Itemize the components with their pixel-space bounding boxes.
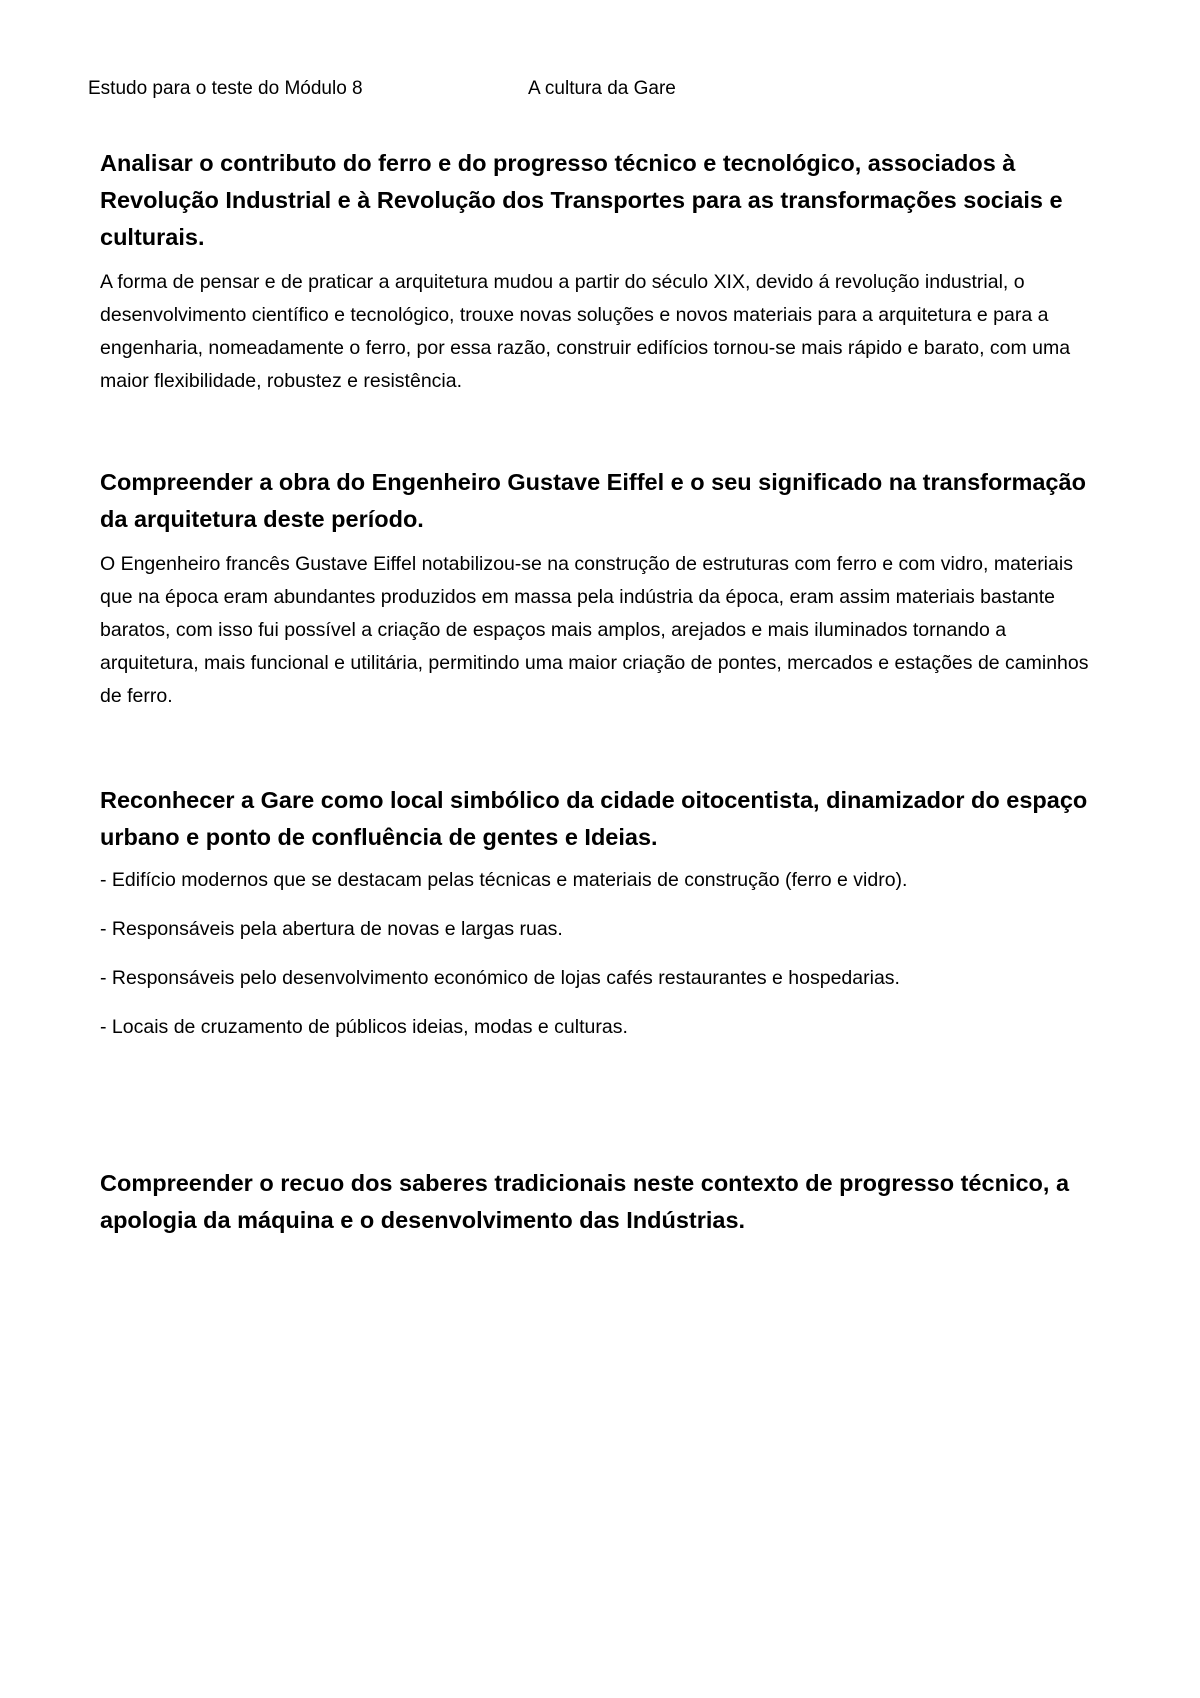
section-gare (100, 782, 1110, 1060)
section-heading: Reconhecer a Gare como local simbólico da cidade oitocentista, dinamizador do espaço urbano e ponto de confluência de gentes e Ideias. (100, 787, 1088, 850)
section-heading: Analisar o contributo do ferro e do progresso técnico e tecnológico, associados à Revolução Industrial e à Revolução dos Transportes para as transformações sociais e culturais. (100, 150, 1063, 250)
section-paragraph: O Engenheiro francês Gustave Eiffel notabilizou-se na construção de estruturas com ferro e com vidro, materiais que na época eram abundantes produzidos em massa pela indústria da época, eram assim materiais bastante baratos, com isso fui possível a criação de espaços mais amplos, arejados e mais iluminados tornando a arquitetura, mais funcional e utilitária, permitindo uma maior criação de pontes, mercados e estações de caminhos de ferro. (100, 553, 1089, 707)
page-header (88, 74, 1108, 104)
section-traditional-knowledge (100, 1165, 1110, 1239)
section-paragraph: A forma de pensar e de praticar a arquitetura mudou a partir do século XIX, devido á revolução industrial, o desenvolvimento científico e tecnológico, trouxe novas soluções e novos materiais para a arquitetura e para a engenharia, nomeadamente o ferro, por essa razão, construir edifícios tornou-se mais rápido e barato, com uma maior flexibilidade, robustez e resistência. (100, 271, 1071, 392)
bullet-item: - Responsáveis pelo desenvolvimento económico de lojas cafés restaurantes e hospedarias. (100, 967, 900, 989)
bullet-item: - Locais de cruzamento de públicos ideias, modas e culturas. (100, 1016, 628, 1038)
section-iron-contribution (100, 145, 1110, 398)
section-heading: Compreender a obra do Engenheiro Gustave Eiffel e o seu significado na transformação da arquitetura deste período. (100, 469, 1086, 532)
header-title: Estudo para o teste do Módulo 8 (88, 78, 363, 99)
header-subtitle: A cultura da Gare (528, 78, 676, 99)
section-heading: Compreender o recuo dos saberes tradicionais neste contexto de progresso técnico, a apologia da máquina e o desenvolvimento das Indústrias. (100, 1170, 1070, 1233)
section-eiffel (100, 464, 1110, 713)
bullet-item: - Responsáveis pela abertura de novas e largas ruas. (100, 918, 563, 940)
bullet-list (100, 864, 1110, 1044)
bullet-item: - Edifício modernos que se destacam pelas técnicas e materiais de construção (ferro e vidro). (100, 869, 908, 891)
